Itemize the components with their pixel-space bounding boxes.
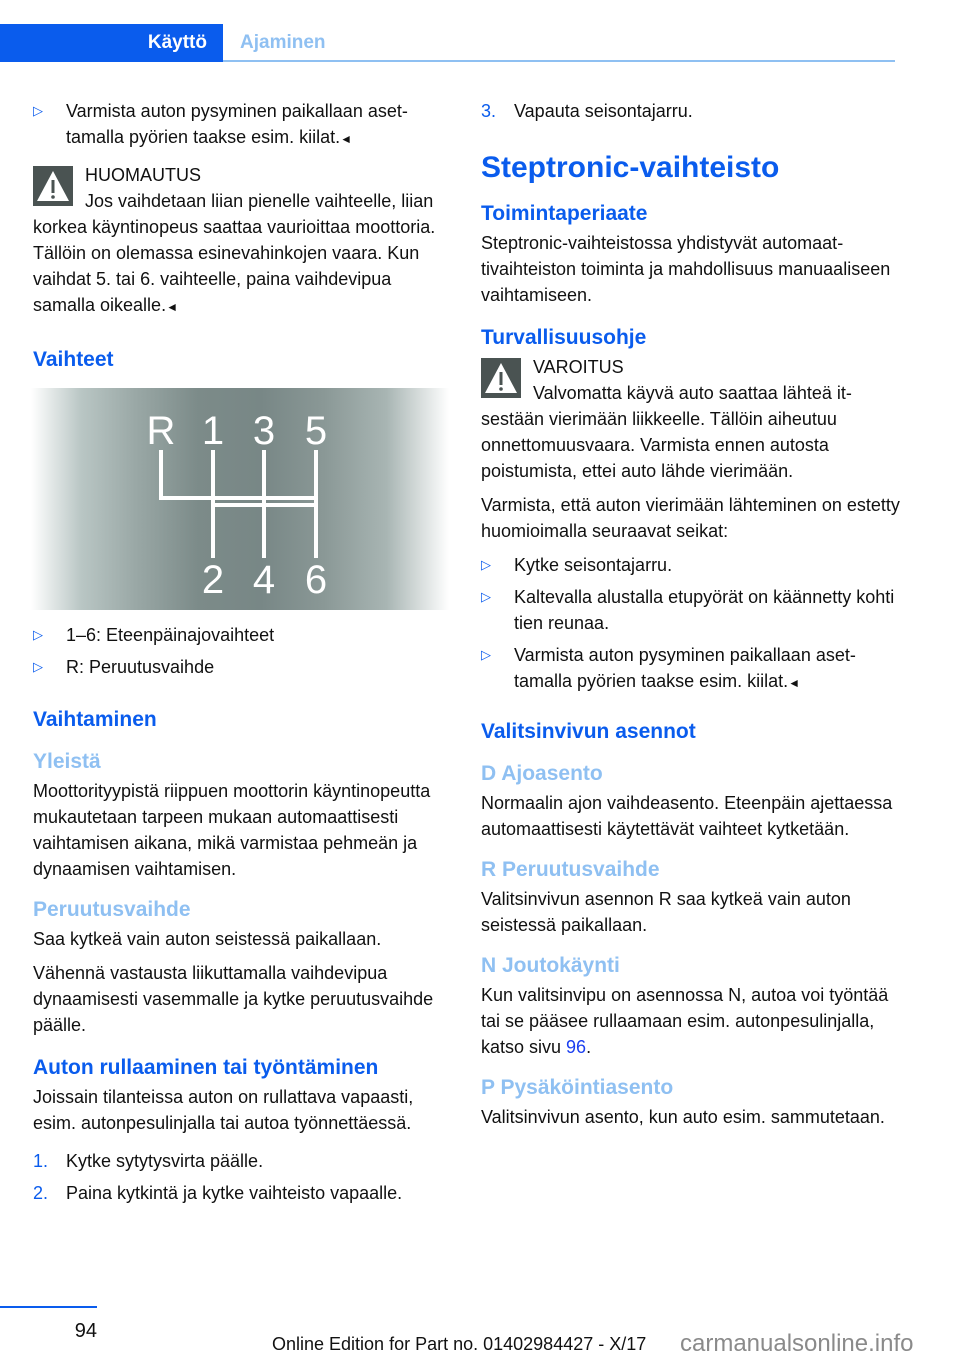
warning-triangle-icon bbox=[33, 166, 73, 206]
bullet-triangle-icon: ▷ bbox=[481, 589, 491, 604]
bullet-text: R: Peruutusvaihde bbox=[66, 657, 215, 677]
bullet-text: 1–6: Eteenpäinajovaihteet bbox=[66, 625, 275, 645]
step-number: 1. bbox=[33, 1151, 49, 1171]
gear-label-3: 3 bbox=[252, 409, 276, 453]
end-mark-icon: ◄ bbox=[340, 132, 353, 146]
heading-peruutusvaihde: Peruutusvaihde bbox=[33, 898, 191, 921]
paragraph-ensure: Varmista, että auton vierimään lähteminen on estetty huomioimalla seuraavat seikat: bbox=[481, 495, 900, 541]
gear-label-4: 4 bbox=[252, 558, 276, 602]
list-item bbox=[481, 98, 901, 124]
bullet-triangle-icon: ▷ bbox=[481, 557, 491, 572]
paragraph-general: Moottorityypistä riippuen moottorin käyntinopeutta mukautetaan tarpeen mukaan automaattisesti vaihtamisen aikana, mikä varmistaa pehmeän ja dynaamisen vaihtamisen. bbox=[33, 781, 431, 879]
list-item bbox=[33, 1180, 453, 1206]
paragraph-principle: Steptronic-vaihteistossa yhdistyvät automaattivaihteiston toiminta ja mahdollisuus manuaaliseen vaihtamiseen. bbox=[481, 233, 891, 305]
bullet-text: Varmista auton pysyminen paikallaan asettamalla pyörien taakse esim. kiilat. bbox=[514, 645, 856, 691]
page-number: 94 bbox=[74, 1320, 97, 1342]
edition-text: Online Edition for Part no. 01402984427 - X/17 bbox=[272, 1334, 647, 1354]
paragraph-r: Valitsinvivun asennon R saa kytkeä vain auton seistessä paikallaan. bbox=[481, 889, 851, 935]
bullet-text: Kytke seisontajarru. bbox=[514, 555, 673, 575]
notice-text: Jos vaihdetaan liian pienelle vaihteelle, liian korkea käyntinopeus saattaa vaurioittaa moottoria. Tällöin on olemassa esinevahinkojen vaara. Kun vaihdat 5. tai 6. vaihteelle, paina vaihdevipua samalla oikealle. bbox=[33, 191, 436, 315]
paragraph-p: Valitsinvivun asento, kun auto esim. sammutetaan. bbox=[481, 1107, 885, 1127]
bullet-triangle-icon: ▷ bbox=[33, 103, 43, 118]
paragraph-n-end: . bbox=[586, 1037, 592, 1057]
gear-label-1: 1 bbox=[201, 409, 225, 453]
gear-label-r: R bbox=[146, 409, 176, 453]
heading-rolling: Auton rullaaminen tai työntäminen bbox=[33, 1056, 379, 1079]
chapter-header bbox=[0, 24, 895, 62]
bullet-text: Kaltevalla alustalla etupyörät on käännetty kohti tien reunaa. bbox=[514, 587, 895, 633]
gear-label-5: 5 bbox=[304, 409, 328, 453]
step-text: Kytke sytytysvirta päälle. bbox=[66, 1151, 264, 1171]
list-item bbox=[33, 98, 453, 152]
notice-block bbox=[33, 162, 453, 320]
warning-text: Valvomatta käyvä auto saattaa lähteä itsestään vierimään liikkeelle. Tällöin aiheutuu onnettomuusvaara. Varmista ennen autosta poistumista, ettei auto lähde vierimään. bbox=[481, 383, 852, 481]
gear-label-6: 6 bbox=[304, 558, 328, 602]
end-mark-icon: ◄ bbox=[788, 676, 801, 690]
list-item bbox=[33, 622, 453, 648]
heading-toimintaperiaate: Toimintaperiaate bbox=[481, 202, 648, 225]
step-text: Vapauta seisontajarru. bbox=[514, 101, 693, 121]
list-item bbox=[481, 584, 901, 636]
warning-triangle-icon bbox=[481, 358, 521, 398]
gear-pattern-svg bbox=[31, 388, 449, 610]
watermark: carmanualsonline.info bbox=[680, 1330, 914, 1357]
left-column bbox=[33, 98, 453, 1212]
warning-block bbox=[481, 354, 901, 484]
step-number: 3. bbox=[481, 101, 497, 121]
step-text: Paina kytkintä ja kytke vaihteisto vapaalle. bbox=[66, 1183, 403, 1203]
gear-shift-diagram bbox=[31, 388, 449, 610]
paragraph-reverse-2: Vähennä vastausta liikuttamalla vaihdevipua dynaamisesti vasemmalle ja kytke peruutusvaihde päälle. bbox=[33, 963, 434, 1035]
paragraph-n bbox=[481, 982, 901, 1060]
list-item bbox=[33, 1148, 453, 1174]
list-item bbox=[33, 654, 453, 680]
paragraph-rolling: Joissain tilanteissa auton on rullattava vapaasti, esim. autonpesulinjalla tai autoa työnnettäessä. bbox=[33, 1087, 414, 1133]
gear-label-2: 2 bbox=[201, 558, 225, 602]
list-item bbox=[481, 552, 901, 578]
heading-r-peruutusvaihde: R Peruutusvaihde bbox=[481, 858, 660, 881]
paragraph-n-text: Kun valitsinvipu on asennossa N, autoa voi työntää tai se pääsee rullaamaan esim. autonpesulinjalla, katso sivu bbox=[481, 985, 889, 1057]
bullet-triangle-icon: ▷ bbox=[481, 647, 491, 662]
bullet-triangle-icon: ▷ bbox=[33, 659, 43, 674]
paragraph-d: Normaalin ajon vaihdeasento. Eteenpäin ajettaessa automaattisesti käytettävät vaihteet kytketään. bbox=[481, 793, 893, 839]
footer-rule bbox=[0, 1306, 97, 1308]
heading-turvallisuusohje: Turvallisuusohje bbox=[481, 326, 647, 349]
step-number: 2. bbox=[33, 1183, 49, 1203]
warning-title: VAROITUS bbox=[533, 357, 624, 377]
notice-title: HUOMAUTUS bbox=[85, 165, 201, 185]
heading-p-pysakointiasento: P Pysäköintiasento bbox=[481, 1076, 674, 1099]
heading-yleista: Yleistä bbox=[33, 750, 101, 773]
right-column bbox=[481, 98, 901, 1138]
tab-kaytto[interactable]: Käyttö bbox=[0, 24, 223, 62]
heading-d-ajoasento: D Ajoasento bbox=[481, 762, 603, 785]
bullet-text: Varmista auton pysyminen paikallaan asettamalla pyörien taakse esim. kiilat. bbox=[66, 101, 408, 147]
paragraph-reverse-1: Saa kytkeä vain auton seistessä paikallaan. bbox=[33, 929, 382, 949]
tab-ajaminen[interactable]: Ajaminen bbox=[240, 32, 326, 53]
end-mark-icon: ◄ bbox=[166, 300, 178, 314]
heading-valitsinvivun-asennot: Valitsinvivun asennot bbox=[481, 720, 696, 743]
heading-vaihtaminen: Vaihtaminen bbox=[33, 708, 157, 731]
heading-n-joutokaynti: N Joutokäynti bbox=[481, 954, 620, 977]
bullet-triangle-icon: ▷ bbox=[33, 627, 43, 642]
page-link-96[interactable]: 96 bbox=[566, 1037, 587, 1057]
heading-vaihteet: Vaihteet bbox=[33, 348, 114, 371]
header-rule bbox=[223, 60, 895, 62]
list-item bbox=[481, 642, 901, 696]
heading-steptronic: Steptronic-vaihteisto bbox=[481, 151, 780, 184]
